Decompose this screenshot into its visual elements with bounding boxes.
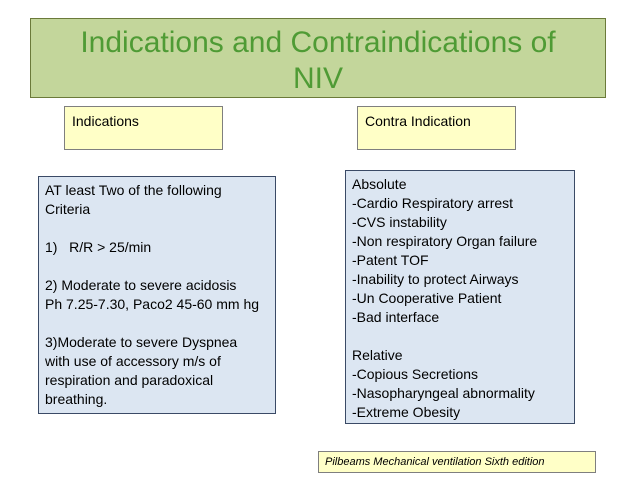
absolute-item: -Cardio Respiratory arrest xyxy=(352,195,514,211)
absolute-item: -CVS instability xyxy=(352,214,447,230)
indications-intro-2: Criteria xyxy=(45,201,91,217)
absolute-item: -Un Cooperative Patient xyxy=(352,290,502,306)
criterion-3-line-1: 3)Moderate to severe Dyspnea xyxy=(45,334,238,350)
citation-box: Pilbeams Mechanical ventilation Sixth edition xyxy=(318,451,596,473)
indications-label: Indications xyxy=(64,106,223,150)
criterion-3-line-2: with use of accessory m/s of xyxy=(45,353,221,369)
criterion-3-line-3: respiration and paradoxical xyxy=(45,372,214,388)
indications-box xyxy=(38,176,276,414)
indications-intro-1: AT least Two of the following xyxy=(45,182,222,198)
absolute-item: -Bad interface xyxy=(352,309,440,325)
absolute-item: -Patent TOF xyxy=(352,252,429,268)
absolute-item: -Non respiratory Organ failure xyxy=(352,233,538,249)
criterion-1: 1) R/R > 25/min xyxy=(45,239,152,255)
contraindications-box xyxy=(345,170,575,424)
relative-heading: Relative xyxy=(352,347,403,363)
absolute-item: -Inability to protect Airways xyxy=(352,271,519,287)
title-line-2: NIV xyxy=(292,62,343,95)
relative-item: -Extreme Obesity xyxy=(352,404,461,420)
relative-item: -Copious Secretions xyxy=(352,366,479,382)
criterion-2-line-2: Ph 7.25-7.30, Paco2 45-60 mm hg xyxy=(45,296,260,312)
criterion-3-line-4: breathing. xyxy=(45,391,108,407)
absolute-heading: Absolute xyxy=(352,176,407,192)
slide-title xyxy=(30,18,606,98)
contra-indication-label: Contra Indication xyxy=(357,106,516,150)
relative-item: -Nasopharyngeal abnormality xyxy=(352,385,535,401)
title-line-1: Indications and Contraindications of xyxy=(80,26,556,59)
criterion-2-line-1: 2) Moderate to severe acidosis xyxy=(45,277,237,293)
